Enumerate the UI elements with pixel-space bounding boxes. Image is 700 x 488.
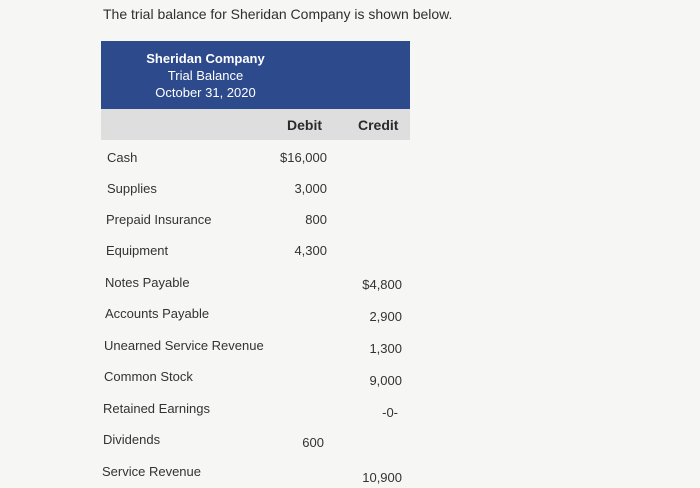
debit-value: 3,000	[294, 181, 327, 196]
credit-column-header: Credit	[358, 117, 399, 133]
credit-value: 2,900	[369, 309, 402, 324]
table-row	[0, 464, 700, 488]
debit-value: 600	[302, 435, 324, 450]
intro-text: The trial balance for Sheridan Company is shown below.	[103, 6, 453, 22]
table-row	[0, 432, 700, 456]
credit-value: 9,000	[369, 373, 402, 388]
trial-balance-header	[101, 41, 410, 109]
debit-value: $16,000	[280, 150, 327, 165]
credit-value: -0-	[382, 405, 398, 420]
column-header-row	[101, 109, 410, 140]
statement-name: Trial Balance	[167, 68, 244, 83]
account-name: Retained Earnings	[103, 401, 210, 416]
credit-value: $4,800	[362, 277, 402, 292]
statement-date: October 31, 2020	[155, 85, 256, 100]
table-row	[0, 369, 700, 393]
credit-value: 10,900	[362, 470, 402, 485]
account-name: Accounts Payable	[105, 306, 210, 321]
account-name: Dividends	[103, 432, 161, 447]
account-name: Common Stock	[104, 369, 193, 384]
debit-value: 4,300	[294, 243, 327, 258]
table-row	[0, 306, 700, 330]
account-name: Cash	[107, 150, 138, 165]
account-name: Notes Payable	[105, 275, 190, 290]
debit-column-header: Debit	[287, 117, 322, 133]
account-name: Service Revenue	[102, 464, 201, 479]
table-row	[0, 181, 700, 205]
account-name: Supplies	[107, 181, 157, 196]
account-name: Prepaid Insurance	[106, 212, 212, 227]
company-name: Sheridan Company	[146, 51, 265, 66]
debit-value: 800	[305, 212, 327, 227]
credit-value: 1,300	[369, 341, 402, 356]
table-row	[0, 338, 700, 362]
table-row	[0, 212, 700, 236]
table-row	[0, 243, 700, 267]
account-name: Unearned Service Revenue	[104, 338, 264, 353]
table-row	[0, 275, 700, 299]
table-row	[0, 401, 700, 425]
account-name: Equipment	[106, 243, 169, 258]
table-row	[0, 150, 700, 174]
